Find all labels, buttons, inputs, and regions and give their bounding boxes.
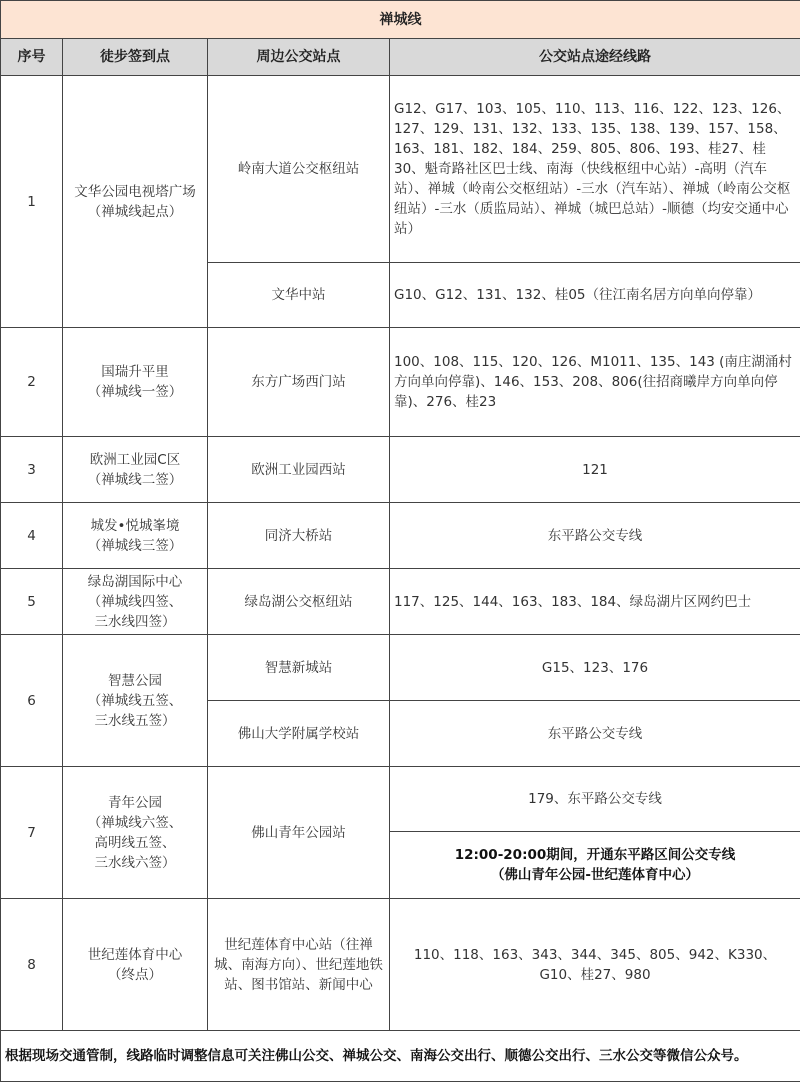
- routes-cell: 179、东平路公交专线: [390, 767, 800, 832]
- special-service-range: （佛山青年公园-世纪莲体育中心）: [490, 867, 700, 883]
- header-routes: 公交站点途经线路: [390, 39, 800, 76]
- checkpoint-cell: [63, 328, 208, 437]
- checkpoint-note: （禅城线一签）: [87, 384, 183, 400]
- header-no: 序号: [1, 39, 63, 76]
- checkpoint-name: 世纪莲体育中心: [87, 946, 183, 963]
- checkpoint-note: 三水线六签）: [94, 854, 176, 871]
- checkpoint-note: （禅城线三签）: [87, 537, 183, 554]
- stop-name: 世纪莲体育中心站（往禅城、南海方向）、世纪莲地铁站、图书馆站、新闻中心: [208, 899, 390, 1031]
- checkpoint-cell: [63, 899, 208, 1031]
- checkpoint-note: （禅城线四签、: [87, 593, 183, 610]
- checkpoint-name: 城发•悦城峯境: [90, 517, 180, 534]
- stop-name: 同济大桥站: [208, 503, 390, 569]
- row-number: 3: [1, 437, 63, 503]
- checkpoint-name: 国瑞升平里: [101, 364, 169, 380]
- table-row: [1, 328, 800, 437]
- row-number: 1: [1, 76, 63, 328]
- table-row: [1, 767, 800, 832]
- routes-cell: 东平路公交专线: [390, 503, 800, 569]
- table-row: [1, 569, 800, 635]
- footer-note: 根据现场交通管制，线路临时调整信息可关注佛山公交、禅城公交、南海公交出行、顺德公交出行、三水公交等微信公众号。: [1, 1031, 800, 1082]
- routes-cell: G15、123、176: [390, 635, 800, 701]
- special-service-time: 12:00-20:00期间，开通东平路区间公交专线: [454, 847, 736, 863]
- row-number: 4: [1, 503, 63, 569]
- row-number: 2: [1, 328, 63, 437]
- table-row: [1, 437, 800, 503]
- checkpoint-note: 三水线五签）: [94, 712, 176, 729]
- stop-name: 文华中站: [208, 263, 390, 328]
- table-row: [1, 76, 800, 263]
- stop-name: 欧洲工业园西站: [208, 437, 390, 503]
- checkpoint-note: （终点）: [108, 966, 162, 983]
- table-row: [1, 899, 800, 1031]
- checkpoint-name: 欧洲工业园C区: [89, 451, 181, 468]
- row-number: 7: [1, 767, 63, 899]
- checkpoint-cell: [63, 503, 208, 569]
- routes-cell: 100、108、115、120、126、M1011、135、143 (南庄湖涌村方向单向停靠)、146、153、208、806(往招商曦岸方向单向停靠)、276、桂23: [390, 328, 800, 437]
- routes-cell: 117、125、144、163、183、184、绿岛湖片区网约巴士: [390, 569, 800, 635]
- checkpoint-name: 青年公园: [108, 794, 162, 811]
- table-row: [1, 635, 800, 701]
- checkpoint-name: 绿岛湖国际中心: [87, 573, 183, 590]
- checkpoint-cell: [63, 569, 208, 635]
- checkpoint-note: 高明线五签、: [94, 834, 176, 851]
- header-row: [1, 39, 800, 76]
- checkpoint-name: 文华公园电视塔广场: [74, 183, 196, 200]
- routes-cell: G12、G17、103、105、110、113、116、122、123、126、127、129、131、132、133、135、138、139、157、158、163、181、182、184、259、805、806、193、桂27、桂30、魁奇路社区巴士线、南海（快线枢纽中心站）-高明（汽车站）、禅城（岭南公交枢纽站）-三水（汽车站）、禅城（岭南公交枢纽站）-三水（质监局站）、禅城（城巴总站）-顺德（均安交通中心站）: [390, 76, 800, 263]
- checkpoint-note: （禅城线起点）: [87, 203, 183, 220]
- routes-cell: 110、118、163、343、344、345、805、942、K330、G10、桂27、980: [390, 899, 800, 1031]
- title-row: [1, 1, 800, 39]
- header-checkpoint: 徒步签到点: [63, 39, 208, 76]
- routes-cell: 东平路公交专线: [390, 701, 800, 767]
- routes-cell: G10、G12、131、132、桂05（往江南名居方向单向停靠）: [390, 263, 800, 328]
- checkpoint-note: （禅城线五签、: [87, 692, 183, 709]
- table-row: [1, 503, 800, 569]
- checkpoint-name: 智慧公园: [108, 672, 162, 689]
- checkpoint-note: （禅城线二签）: [87, 471, 183, 488]
- stop-name: 智慧新城站: [208, 635, 390, 701]
- routes-cell: 121: [390, 437, 800, 503]
- row-number: 5: [1, 569, 63, 635]
- header-stops: 周边公交站点: [208, 39, 390, 76]
- checkpoint-cell: [63, 76, 208, 328]
- stop-name: 东方广场西门站: [208, 328, 390, 437]
- checkpoint-cell: [63, 767, 208, 899]
- stop-name: 佛山青年公园站: [208, 767, 390, 899]
- checkpoint-cell: [63, 635, 208, 767]
- checkpoint-note: 三水线四签）: [94, 613, 176, 630]
- checkpoint-cell: [63, 437, 208, 503]
- stop-name: 佛山大学附属学校站: [208, 701, 390, 767]
- footer-row: [1, 1031, 800, 1082]
- row-number: 8: [1, 899, 63, 1031]
- stop-name: 绿岛湖公交枢纽站: [208, 569, 390, 635]
- special-service-note: [390, 832, 800, 899]
- row-number: 6: [1, 635, 63, 767]
- table-title: 禅城线: [1, 1, 800, 39]
- stop-name: 岭南大道公交枢纽站: [208, 76, 390, 263]
- checkpoint-note: （禅城线六签、: [87, 814, 183, 831]
